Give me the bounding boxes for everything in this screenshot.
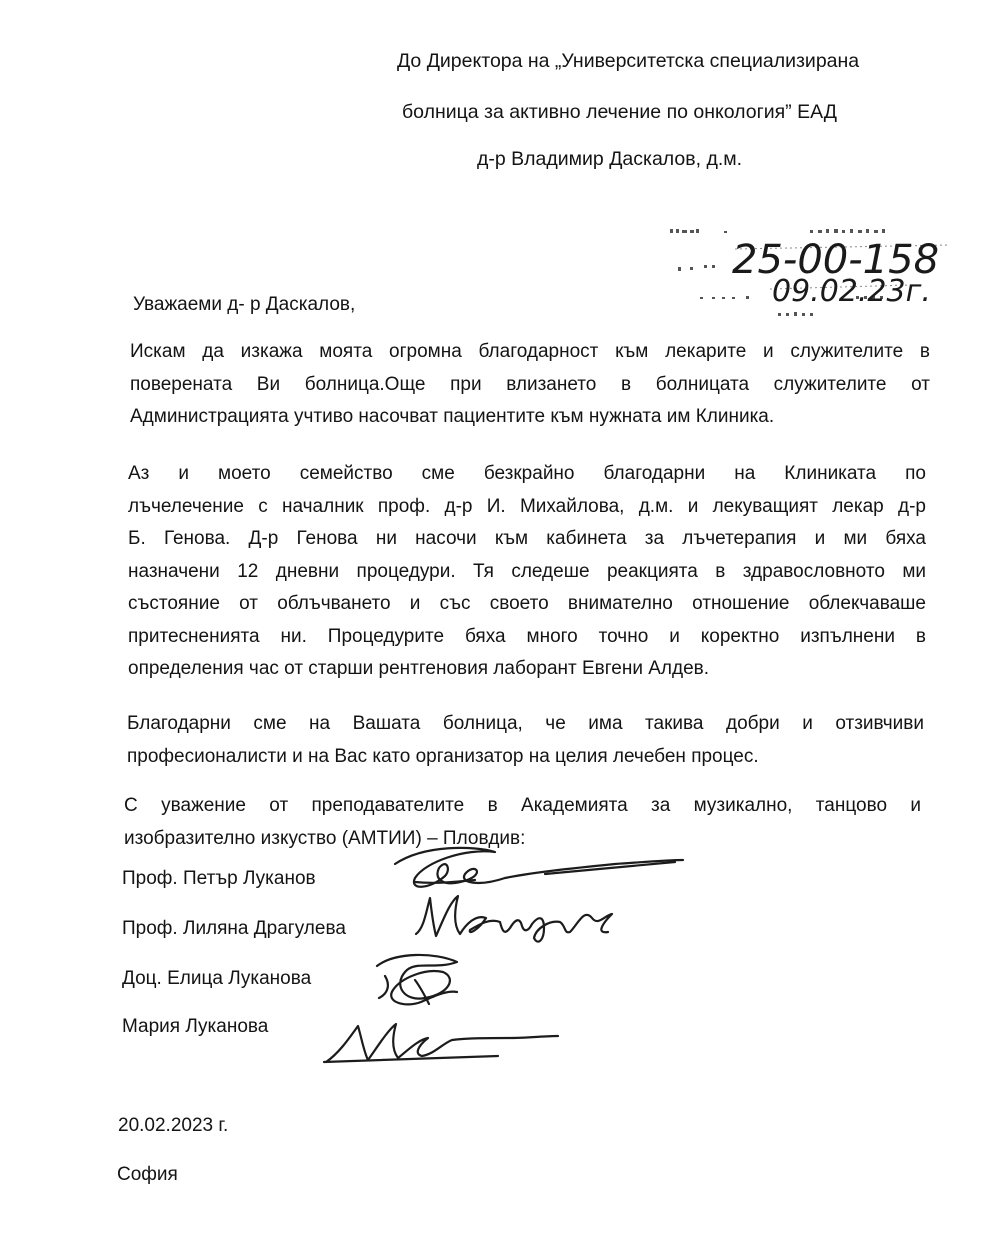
addressee-line-3: д-р Владимир Даскалов, д.м. [477, 148, 743, 170]
paragraph-line: Искам да изкажа моята огромна благодарност към лекарите и служителите в [130, 341, 930, 362]
addressee-line-2: болница за активно лечение по онкология” ЕАД [402, 101, 837, 123]
signature-4 [318, 1010, 568, 1070]
addressee-line-1: До Директора на „Университетска специализирана [397, 50, 860, 72]
registration-stamp [660, 215, 960, 325]
signatory-3: Доц. Елица Луканова [122, 968, 312, 989]
signatory-2: Проф. Лиляна Драгулева [122, 918, 346, 939]
paragraph-line: назначени 12 дневни процедури. Тя следеше реакцията в здравословното ми [128, 560, 926, 582]
paragraph-line: професионалисти и на Вас като организатор на целия лечебен процес. [127, 745, 759, 767]
paragraph-line: състояние от облъчването и със своето внимателно отношение облекчаваше [128, 593, 926, 614]
document-date: 20.02.2023 г. [118, 1115, 229, 1136]
signatory-4: Мария Луканова [122, 1016, 269, 1037]
signature-3 [365, 946, 470, 1012]
paragraph-line: Аз и моето семейство сме безкрайно благодарни на Клиниката по [128, 463, 926, 484]
paragraph-line: поверената Ви болница.Още при влизането в болницата служителите от [130, 373, 930, 395]
document-city: София [117, 1164, 178, 1185]
stamp-number: 25-00-158 [732, 237, 940, 283]
salutation: Уважаеми д- р Даскалов, [133, 294, 356, 315]
paragraph-line: определения час от старши рентгеновия лаборант Евгени Алдев. [128, 658, 710, 679]
paragraph-line: Б. Генова. Д-р Генова ни насочи към кабинета за лъчетерапия и ми бяха [128, 528, 926, 549]
paragraph-line: изобразително изкуство (АМТИИ) – Пловдив: [124, 827, 526, 849]
paragraph-line: Благодарни сме на Вашата болница, че има такива добри и отзивчиви [127, 713, 924, 734]
signatory-1: Проф. Петър Луканов [122, 868, 316, 889]
signature-2 [410, 888, 625, 946]
stamp-date: 09.02.23г. [772, 274, 931, 309]
paragraph-2 [128, 458, 926, 686]
paragraph-line: лъчелечение с началник проф. д-р И. Михайлова, д.м. и лекуващият лекар д-р [128, 495, 926, 517]
paragraph-line: С уважение от преподавателите в Академията за музикално, танцово и [124, 795, 921, 816]
paragraph-1 [130, 336, 930, 434]
paragraph-3 [127, 708, 924, 773]
paragraph-line: притесненията ни. Процедурите бяха много точно и коректно изпълнени в [128, 625, 926, 647]
paragraph-line: Администрацията учтиво насочват пациентите към нужната им Клиника. [130, 406, 775, 427]
